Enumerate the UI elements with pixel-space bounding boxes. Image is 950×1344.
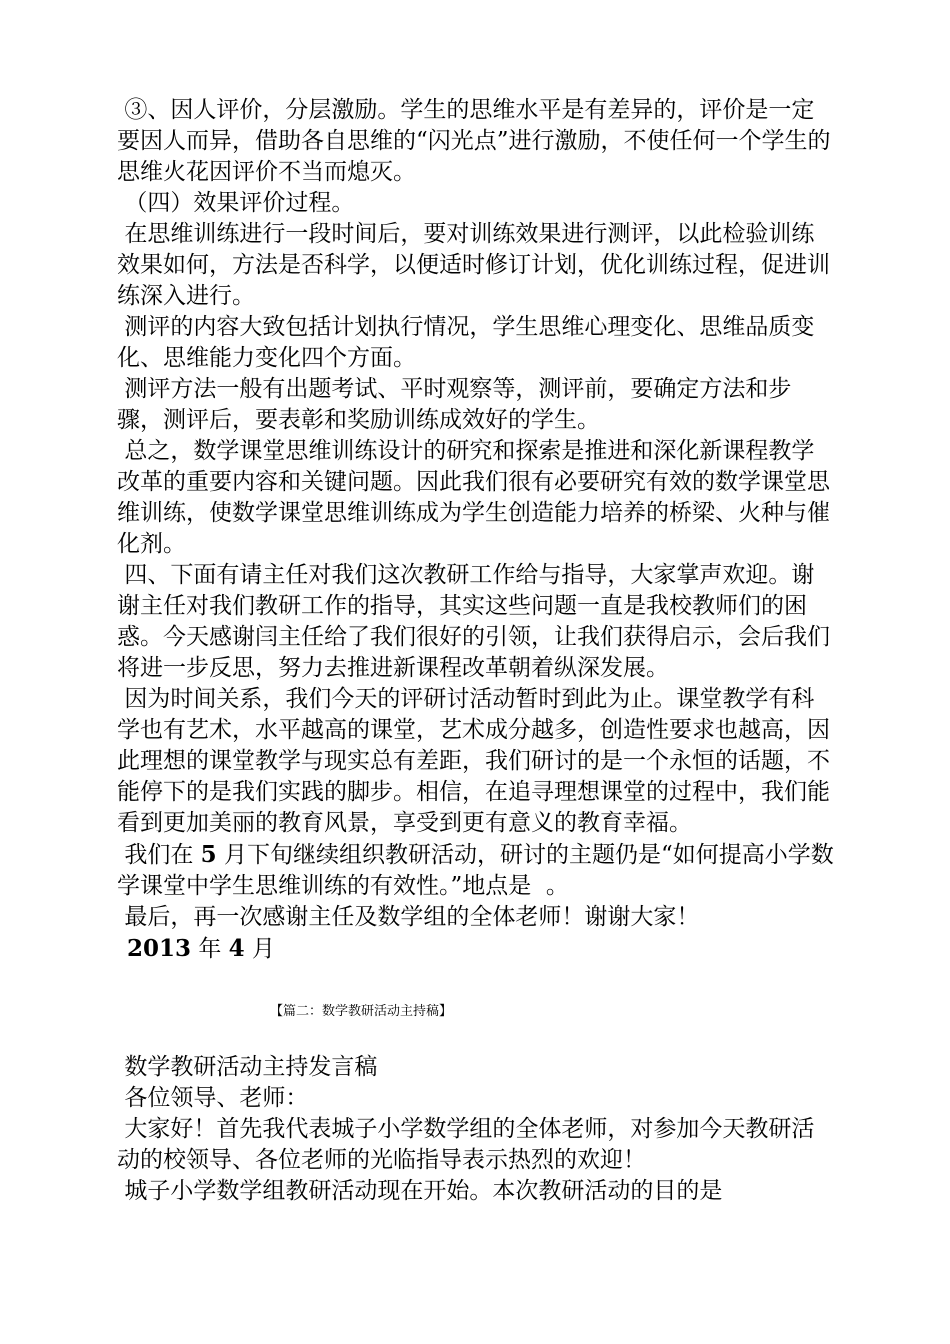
date-year: 2013 bbox=[127, 935, 192, 962]
date-month: 4 bbox=[228, 935, 245, 962]
date-month-unit: 月 bbox=[244, 936, 275, 962]
next-activity-post: 月下旬继续组织教研活动，研讨的主题仍是“如何提高小学数学课堂中学生思维训练的有效性。”地点是 。 bbox=[117, 842, 834, 899]
paragraph-training-assessment: 在思维训练进行一段时间后，要对训练效果进行测评，以此检验训练效果如何，方法是否科学，以便适时修订计划，优化训练过程，促进训练深入进行。 bbox=[117, 221, 830, 309]
paragraph-heading-effect-evaluation: （四）效果评价过程。 bbox=[117, 190, 355, 216]
next-activity-month: 5 bbox=[200, 841, 217, 868]
paragraph-next-activity bbox=[117, 839, 837, 902]
speech-opening: 城子小学数学组教研活动现在开始。本次教研活动的目的是 bbox=[117, 1178, 723, 1204]
document-body-bottom bbox=[117, 1052, 837, 1207]
speech-title: 数学教研活动主持发言稿 bbox=[117, 1054, 378, 1080]
paragraph-closing-thanks: 最后，再一次感谢主任及数学组的全体老师！谢谢大家！ bbox=[117, 904, 700, 930]
document-date bbox=[117, 933, 837, 965]
paragraph-evaluation-incentive: ③、因人评价，分层激励。学生的思维水平是有差异的，评价是一定要因人而异，借助各自思维的“闪光点”进行激励，不使任何一个学生的思维火花因评价不当而熄灭。 bbox=[117, 97, 831, 185]
paragraph-director-guidance: 四、下面有请主任对我们这次教研工作给与指导，大家掌声欢迎。谢谢主任对我们教研工作的指导，其实这些问题一直是我校教师们的困惑。今天感谢闫主任给了我们很好的引领，让我们获得启示，会后我们将进一步反思，努力去推进新课程改革朝着纵深发展。 bbox=[117, 562, 830, 681]
speech-salutation: 各位领导、老师： bbox=[117, 1085, 309, 1111]
paragraph-conclusion: 总之，数学课堂思维训练设计的研究和探索是推进和深化新课程教学改革的重要内容和关键问题。因此我们很有必要研究有效的数学课堂思维训练，使数学课堂思维训练成为学生创造能力培养的桥梁、火种与催化剂。 bbox=[117, 438, 830, 557]
date-year-unit: 年 bbox=[191, 936, 229, 962]
paragraph-activity-end: 因为时间关系，我们今天的评研讨活动暂时到此为止。课堂教学有科学也有艺术，水平越高的课堂，艺术成分越多，创造性要求也越高，因此理想的课堂教学与现实总有差距，我们研讨的是一个永恒的话题，不能停下的是我们实践的脚步。相信，在追寻理想课堂的过程中，我们能看到更加美丽的教育风景，享受到更有意义的教育幸福。 bbox=[117, 686, 830, 836]
speech-welcome: 大家好！首先我代表城子小学数学组的全体老师，对参加今天教研活动的校领导、各位老师的光临指导表示热烈的欢迎！ bbox=[117, 1116, 815, 1173]
document-body-top bbox=[117, 95, 837, 965]
section-label: 【篇二：数学教研活动主持稿】 bbox=[270, 1004, 453, 1019]
paragraph-assessment-method: 测评方法一般有出题考试、平时观察等，测评前，要确定方法和步骤，测评后，要表彰和奖励训练成效好的学生。 bbox=[117, 376, 792, 433]
next-activity-pre: 我们在 bbox=[117, 842, 201, 868]
paragraph-assessment-content: 测评的内容大致包括计划执行情况，学生思维心理变化、思维品质变化、思维能力变化四个方面。 bbox=[117, 314, 815, 371]
